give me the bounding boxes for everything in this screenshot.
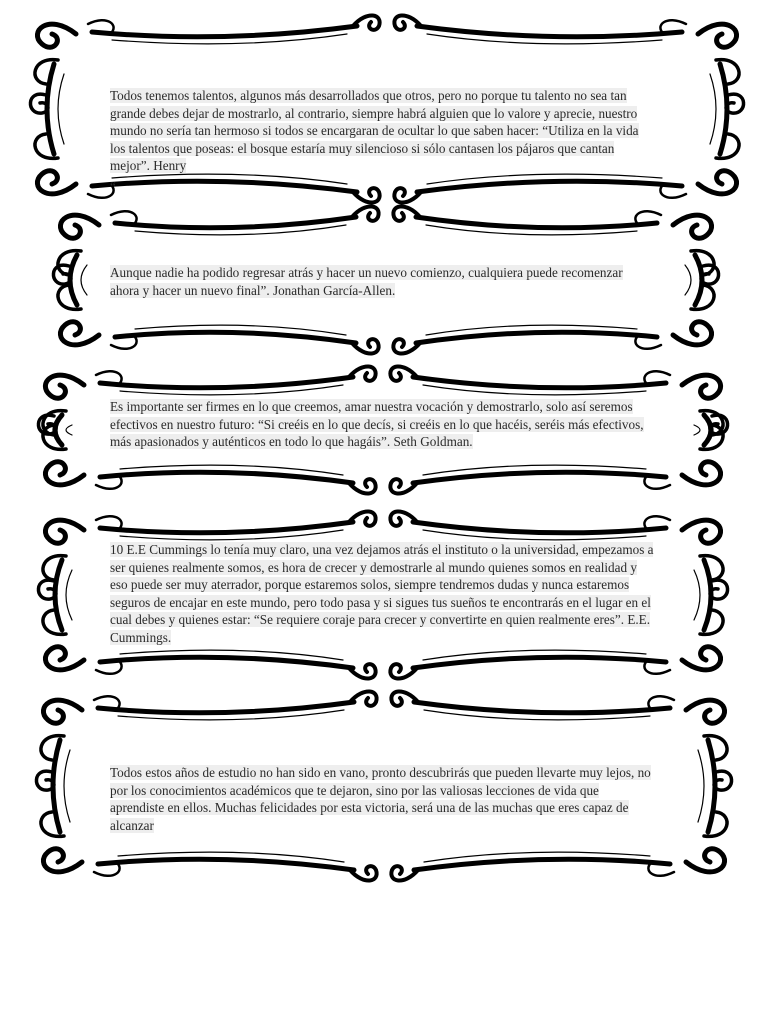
quote-talentos — [110, 87, 655, 175]
quote-recomenzar-text: Aunque nadie ha podido regresar atrás y hacer un nuevo comienzo, cualquiera puede recomenzar ahora y hacer un nuevo final”. Jonathan García-Allen. — [110, 265, 623, 298]
quote-felicidades — [110, 764, 655, 834]
quote-cummings — [110, 541, 655, 647]
quote-firmes — [110, 398, 655, 451]
quote-mark: “ — [110, 179, 116, 194]
quote-cummings-text: 10 E.E Cummings lo tenía muy claro, una vez dejamos atrás el instituto o la universidad, empezamos a ser quienes realmente somos, es hora de crecer y demostrarle al mundo quienes somos en realidad y eso puede ser muy aterrador, porque estaremos solos, siempre tendremos dudas y nunca estaremos seguros de encajar en este mundo, pero todo pasa y si sigues tus sueños te encontrarás en el lugar en el cual debes y quienes estar: “Se requiere coraje para crecer y convertirte en quien realmente eres”. E.E. Cummings. — [110, 542, 654, 645]
quote-felicidades-text: Todos estos años de estudio no han sido en vano, pronto descubrirás que pueden llevarte muy lejos, no por los conocimientos académicos que te dejaron, sino por las valiosas lecciones de vida que aprendiste en ellos. Muchas felicidades por esta victoria, será una de las muchas que eres capaz de alcanzar — [110, 765, 651, 833]
quote-recomenzar — [110, 264, 630, 299]
quote-talentos-tail — [110, 178, 140, 196]
quote-firmes-text: Es importante ser firmes en lo que creemos, amar nuestra vocación y demostrarlo, solo así seremos efectivos en nuestro futuro: “Si creéis en lo que decís, si creéis en lo que hacéis, seréis más efectivos, más apasionados y auténticos en todo lo que hagáis”. Seth Goldman. — [110, 399, 644, 450]
quote-talentos-text: Todos tenemos talentos, algunos más desarrollados que otros, pero no porque tu talento no sea tan grande debes dejar de mostrarlo, al contrario, siempre habrá alguien que lo valore y aprecie, nuestro mundo no sería tan hermoso si todos se encargaran de ocultar lo que saben hacer: “Utiliza en la vida los talentos que poseas: el bosque estaría muy silencioso si sólo cantasen los pájaros que cantan mejor”. Henry — [110, 88, 639, 174]
